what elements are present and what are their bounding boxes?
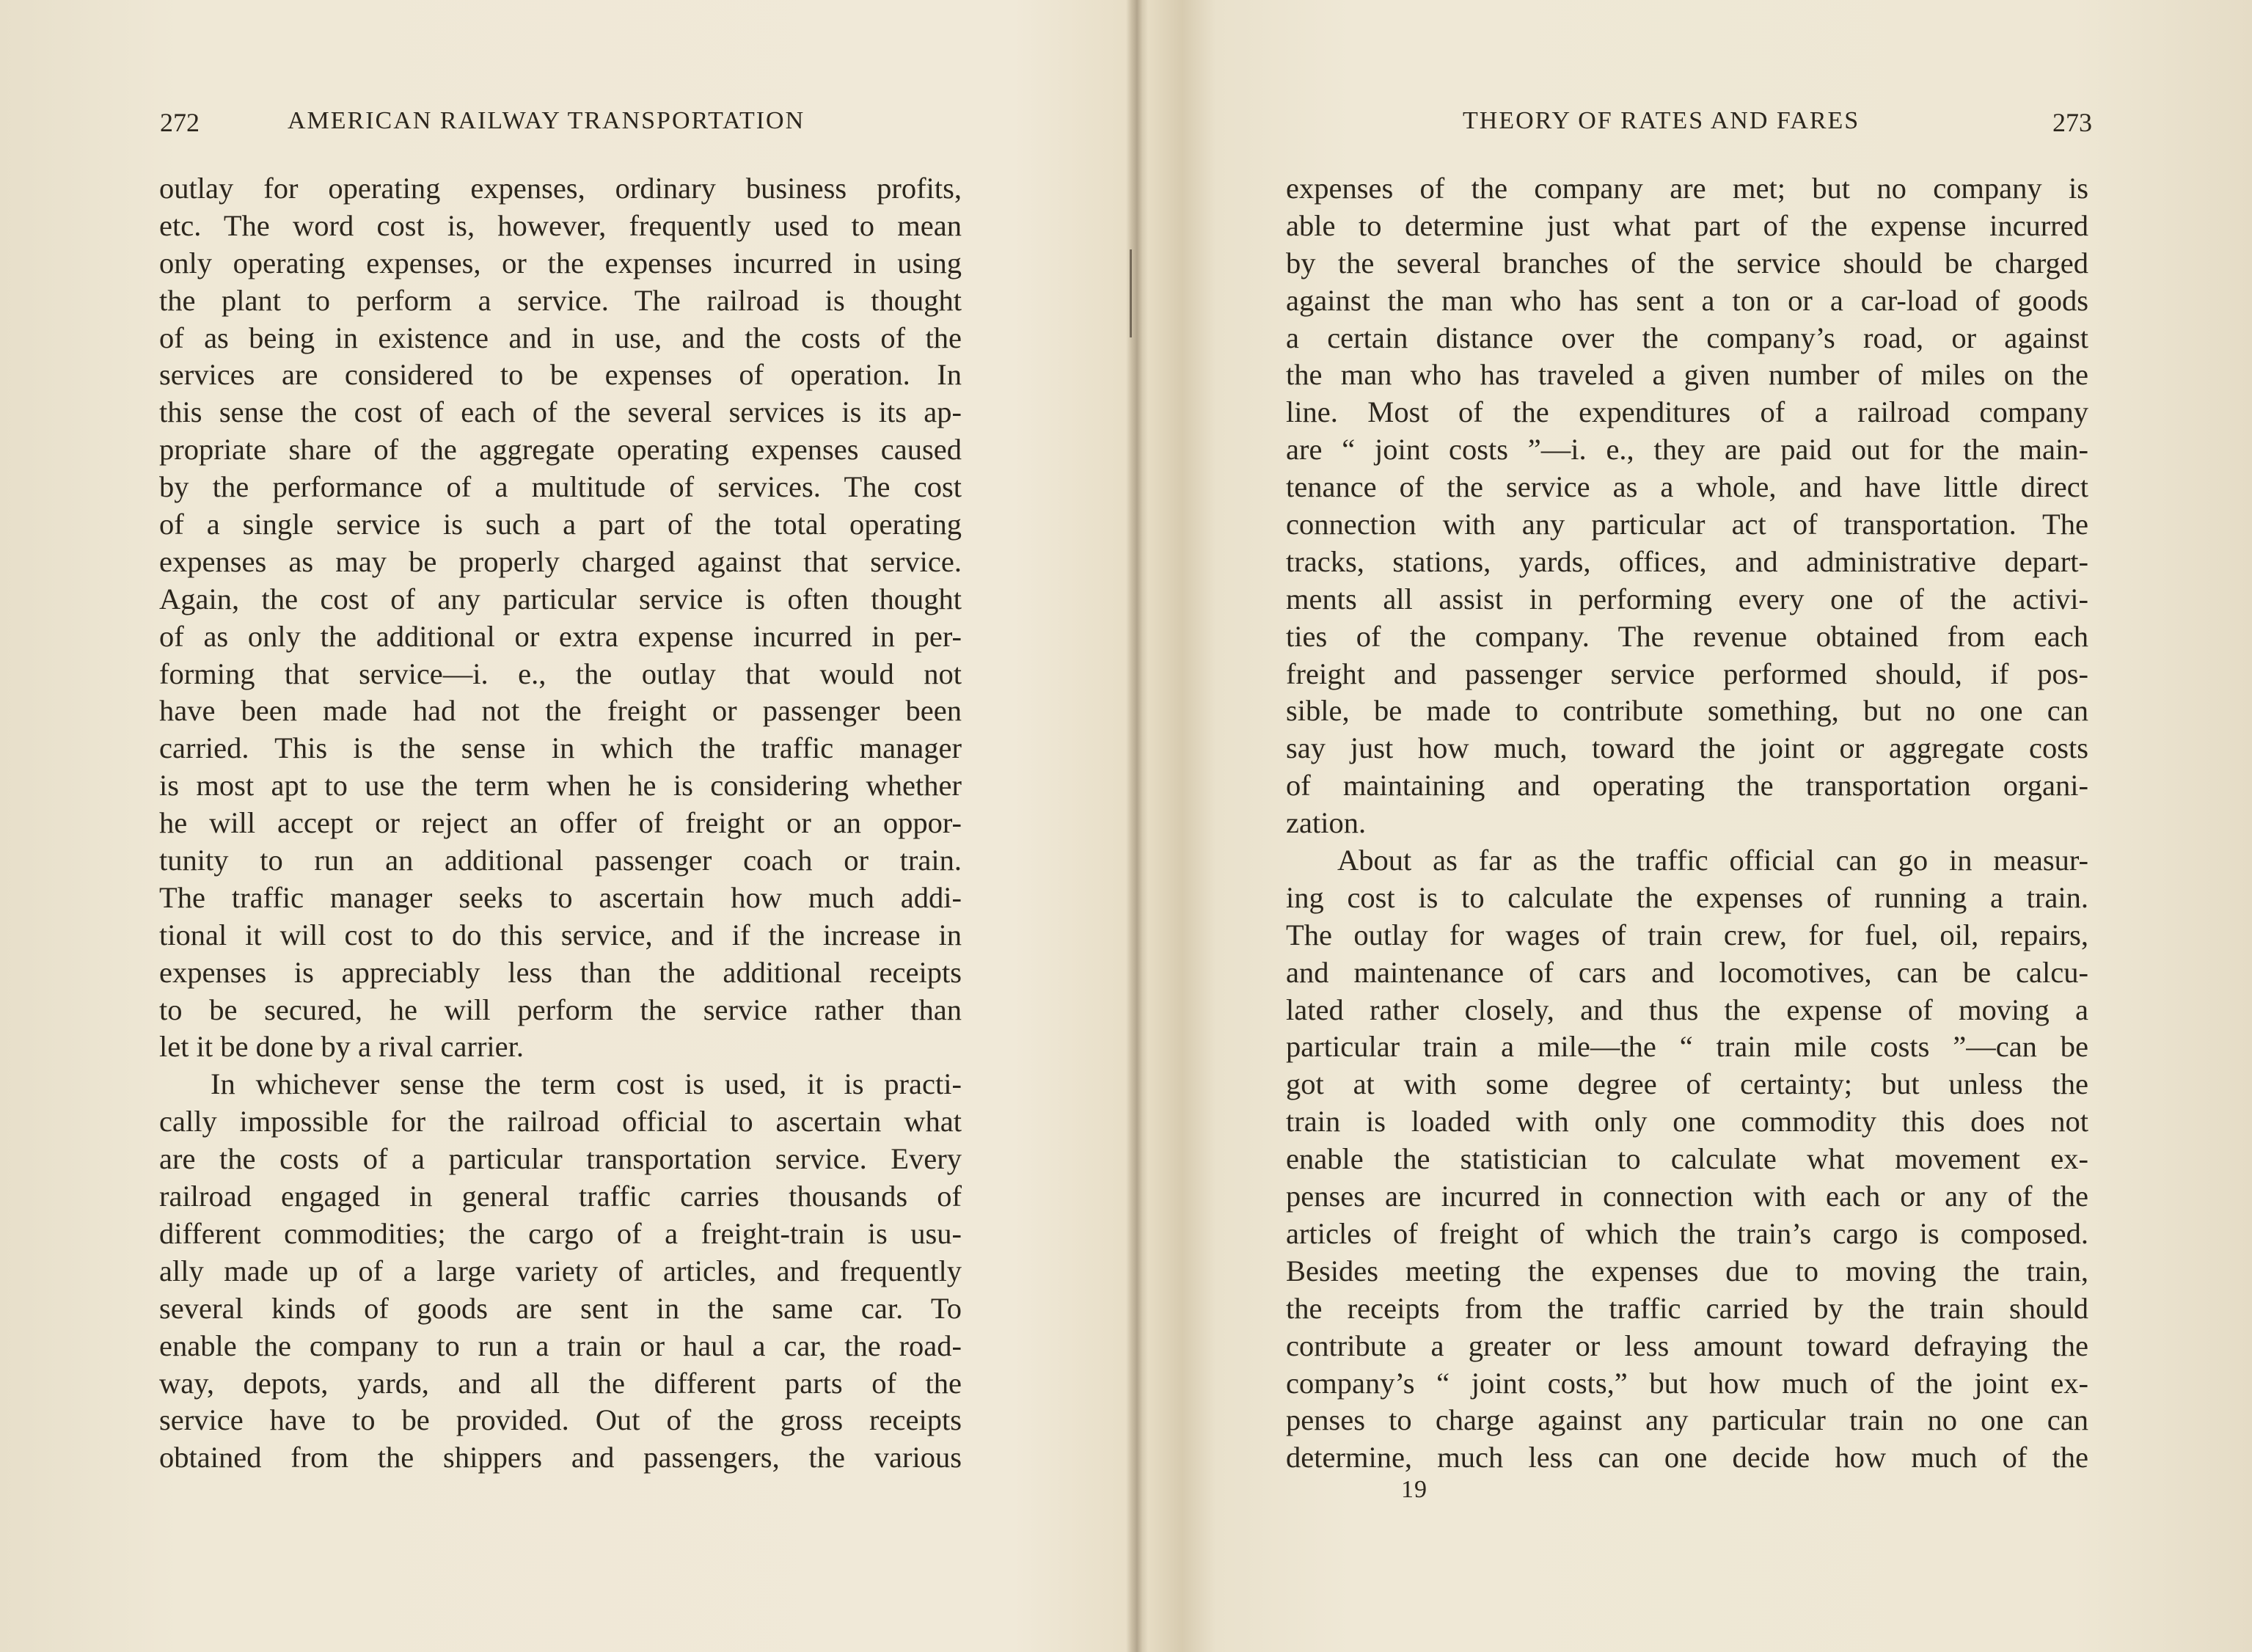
text-line: penses are incurred in connection with each or any of the — [1286, 1180, 2088, 1213]
left-running-head: AMERICAN RAILWAY TRANSPORTATION — [288, 107, 805, 134]
text-line: company’s “ joint costs,” but how much of the joint ex- — [1286, 1366, 2088, 1400]
text-line: he will accept or reject an offer of freight or an oppor- — [159, 806, 962, 840]
text-line: are “ joint costs ”—i. e., they are paid out for the main- — [1286, 433, 2088, 467]
text-line: is most apt to use the term when he is considering whether — [159, 769, 962, 803]
text-line: the plant to perform a service. The railroad is thought — [159, 283, 962, 317]
text-line: expenses as may be properly charged against that service. — [159, 544, 962, 578]
text-line: determine, much less can one decide how much of the — [1286, 1441, 2088, 1474]
text-line: connection with any particular act of transportation. The — [1286, 508, 2088, 541]
text-line: Besides meeting the expenses due to moving the train, — [1286, 1254, 2088, 1287]
text-line: penses to charge against any particular train no one can — [1286, 1403, 2088, 1437]
text-line: The outlay for wages of train crew, for fuel, oil, repairs, — [1286, 918, 2088, 951]
text-line: enable the company to run a train or haul a car, the road- — [159, 1328, 962, 1362]
text-line: railroad engaged in general traffic carries thousands of — [159, 1180, 962, 1213]
text-line: a certain distance over the company’s road, or against — [1286, 321, 2088, 354]
paragraph-start-line: About as far as the traffic official can go in measur- — [1337, 844, 2088, 877]
right-page-text — [1286, 170, 2088, 1477]
text-line: expenses of the company are met; but no company is — [1286, 172, 2088, 205]
text-line: tenance of the service as a whole, and have little direct — [1286, 470, 2088, 504]
text-line: ments all assist in performing every one of the activi- — [1286, 582, 2088, 615]
left-page-number: 272 — [160, 108, 200, 137]
text-line: ties of the company. The revenue obtained from each — [1286, 619, 2088, 653]
text-line: and maintenance of cars and locomotives, can be calcu- — [1286, 955, 2088, 989]
text-line: of maintaining and operating the transportation organi- — [1286, 769, 2088, 803]
text-line: to be secured, he will perform the service rather than — [159, 993, 962, 1026]
text-line: tunity to run an additional passenger coach or train. — [159, 844, 962, 877]
text-line: way, depots, yards, and all the different parts of the — [159, 1366, 962, 1400]
right-running-head: THEORY OF RATES AND FARES — [1463, 107, 1860, 134]
text-line: expenses is appreciably less than the additional receipts — [159, 955, 962, 989]
right-page-number: 273 — [2052, 108, 2092, 137]
text-line: different commodities; the cargo of a freight-train is usu- — [159, 1216, 962, 1250]
text-line: of a single service is such a part of the total operating — [159, 508, 962, 541]
text-line: this sense the cost of each of the several services is its ap- — [159, 395, 962, 429]
text-line: carried. This is the sense in which the traffic manager — [159, 731, 962, 765]
text-line: by the performance of a multitude of services. The cost — [159, 470, 962, 504]
text-line: of as being in existence and in use, and the costs of the — [159, 321, 962, 354]
text-line: outlay for operating expenses, ordinary business profits, — [159, 172, 962, 205]
text-line: articles of freight of which the train’s cargo is composed. — [1286, 1216, 2088, 1250]
text-line: train is loaded with only one commodity this does not — [1286, 1105, 2088, 1139]
text-line: Again, the cost of any particular service is often thought — [159, 582, 962, 615]
paragraph-end-line: zation. — [1286, 806, 1367, 840]
text-line: have been made had not the freight or passenger been — [159, 694, 962, 728]
text-line: tional it will cost to do this service, and if the increase in — [159, 918, 962, 951]
text-line: ing cost is to calculate the expenses of running a train. — [1286, 880, 2088, 914]
paragraph-end-line: let it be done by a rival carrier. — [159, 1030, 524, 1064]
text-line: are the costs of a particular transportation service. Every — [159, 1142, 962, 1176]
text-line: The traffic manager seeks to ascertain how much addi- — [159, 880, 962, 914]
text-line: cally impossible for the railroad official to ascertain what — [159, 1105, 962, 1139]
text-line: got at with some degree of certainty; but unless the — [1286, 1067, 2088, 1101]
right-page — [1126, 0, 2252, 1652]
text-line: ally made up of a large variety of articles, and frequently — [159, 1254, 962, 1287]
text-line: against the man who has sent a ton or a car-load of goods — [1286, 283, 2088, 317]
text-line: particular train a mile—the “ train mile costs ”—can be — [1286, 1030, 2088, 1064]
text-line: lated rather closely, and thus the expense of moving a — [1286, 993, 2088, 1026]
text-line: able to determine just what part of the expense incurred — [1286, 208, 2088, 242]
text-line: say just how much, toward the joint or aggregate costs — [1286, 731, 2088, 765]
text-line: services are considered to be expenses of operation. In — [159, 358, 962, 392]
text-line: service have to be provided. Out of the gross receipts — [159, 1403, 962, 1437]
text-line: sible, be made to contribute something, but no one can — [1286, 694, 2088, 728]
text-line: several kinds of goods are sent in the same car. To — [159, 1291, 962, 1325]
text-line: tracks, stations, yards, offices, and administrative depart- — [1286, 544, 2088, 578]
signature-mark: 19 — [1401, 1476, 1427, 1503]
text-line: the receipts from the traffic carried by the train should — [1286, 1291, 2088, 1325]
text-line: by the several branches of the service should be charged — [1286, 246, 2088, 279]
text-line: the man who has traveled a given number of miles on the — [1286, 358, 2088, 392]
text-line: enable the statistician to calculate what movement ex- — [1286, 1142, 2088, 1176]
left-page-text — [159, 170, 962, 1477]
text-line: of as only the additional or extra expense incurred in per- — [159, 619, 962, 653]
text-line: propriate share of the aggregate operating expenses caused — [159, 433, 962, 467]
text-line: line. Most of the expenditures of a railroad company — [1286, 395, 2088, 429]
text-line: freight and passenger service performed should, if pos- — [1286, 657, 2088, 690]
text-line: only operating expenses, or the expenses incurred in using — [159, 246, 962, 279]
text-line: forming that service—i. e., the outlay that would not — [159, 657, 962, 690]
paragraph-start-line: In whichever sense the term cost is used, it is practi- — [211, 1067, 962, 1101]
text-line: etc. The word cost is, however, frequently used to mean — [159, 208, 962, 242]
text-line: contribute a greater or less amount toward defraying the — [1286, 1328, 2088, 1362]
text-line: obtained from the shippers and passengers, the various — [159, 1441, 962, 1474]
